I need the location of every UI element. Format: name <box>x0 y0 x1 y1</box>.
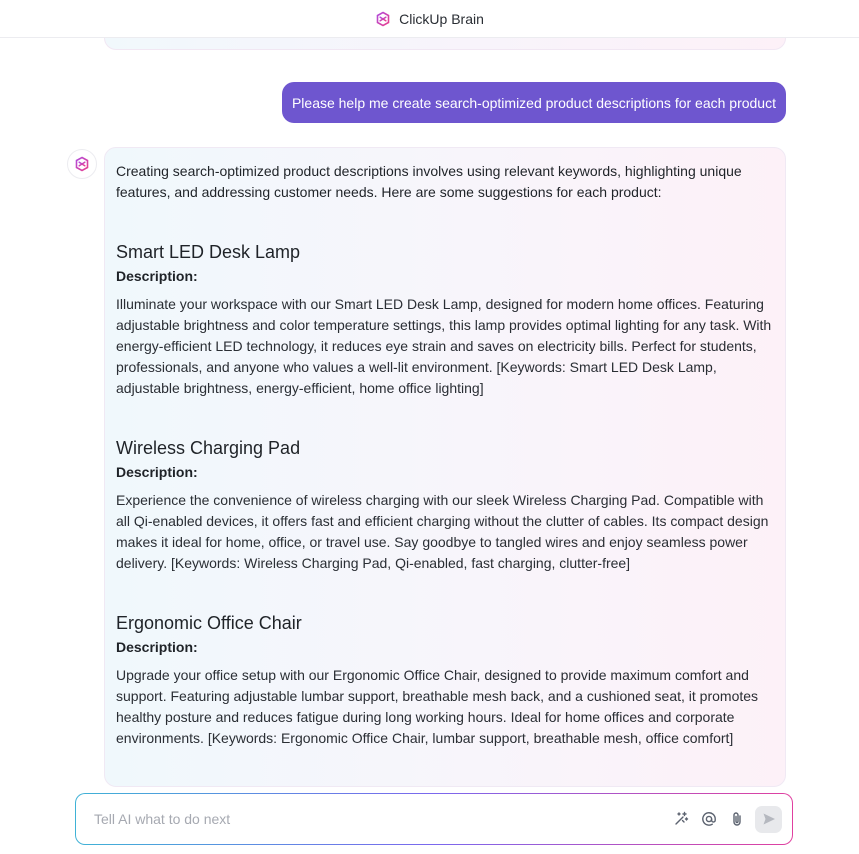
description-text: Upgrade your office setup with our Ergonomic Office Chair, designed to provide maximum comfort and support. Featuring adjustable lumbar support, breathable mesh back, and a cushioned seat, it promotes healthy posture and reduces fatigue during long working hours. Ideal for home offices and corporate environments. [Keywords: Ergonomic Office Chair, lumbar support, breathable mesh, office comfort] <box>116 667 759 746</box>
clickup-brain-avatar-icon <box>74 156 90 172</box>
description-label: Description: <box>116 268 198 284</box>
product-section <box>116 611 774 749</box>
ai-avatar <box>67 149 97 179</box>
mention-icon[interactable] <box>697 807 721 831</box>
clickup-brain-logo-icon <box>375 11 391 27</box>
send-icon <box>762 812 776 826</box>
send-button[interactable] <box>755 806 782 833</box>
product-title: Ergonomic Office Chair <box>116 613 302 633</box>
prompt-input[interactable] <box>94 811 665 827</box>
description-text: Experience the convenience of wireless charging with our sleek Wireless Charging Pad. Compatible with all Qi-enabled devices, it offers fast and efficient charging without the clutter of cables. Its compact design makes it ideal for home, office, or travel use. Say goodbye to tangled wires and enjoy seamless power delivery. [Keywords: Wireless Charging Pad, Qi-enabled, fast charging, clutter-free] <box>116 492 769 571</box>
product-section <box>116 436 774 574</box>
description-text: Illuminate your workspace with our Smart LED Desk Lamp, designed for modern home offices. Featuring adjustable brightness and color temperature settings, this lamp provides optimal lighting for any task. With energy-efficient LED technology, it reduces eye strain and saves on electricity bills. Perfect for students, professionals, and anyone who values a well-lit environment. [Keywords: Smart LED Desk Lamp, adjustable brightness, energy-efficient, home office lighting] <box>116 296 772 396</box>
header-title: ClickUp Brain <box>399 10 484 27</box>
composer <box>75 793 793 845</box>
product-section <box>116 240 774 399</box>
header <box>0 0 859 38</box>
description-label: Description: <box>116 464 198 480</box>
ai-intro-text: Creating search-optimized product descriptions involves using relevant keywords, highlighting unique features, and addressing customer needs. Here are some suggestions for each product: <box>116 163 742 200</box>
magic-wand-icon[interactable] <box>669 807 693 831</box>
user-message-bubble: Please help me create search-optimized product descriptions for each product <box>282 82 786 123</box>
product-title: Smart LED Desk Lamp <box>116 242 301 262</box>
ai-message-card <box>104 147 786 787</box>
product-title: Wireless Charging Pad <box>116 438 301 458</box>
description-label: Description: <box>116 639 198 655</box>
attachment-icon[interactable] <box>725 807 749 831</box>
composer-inner <box>76 794 792 844</box>
